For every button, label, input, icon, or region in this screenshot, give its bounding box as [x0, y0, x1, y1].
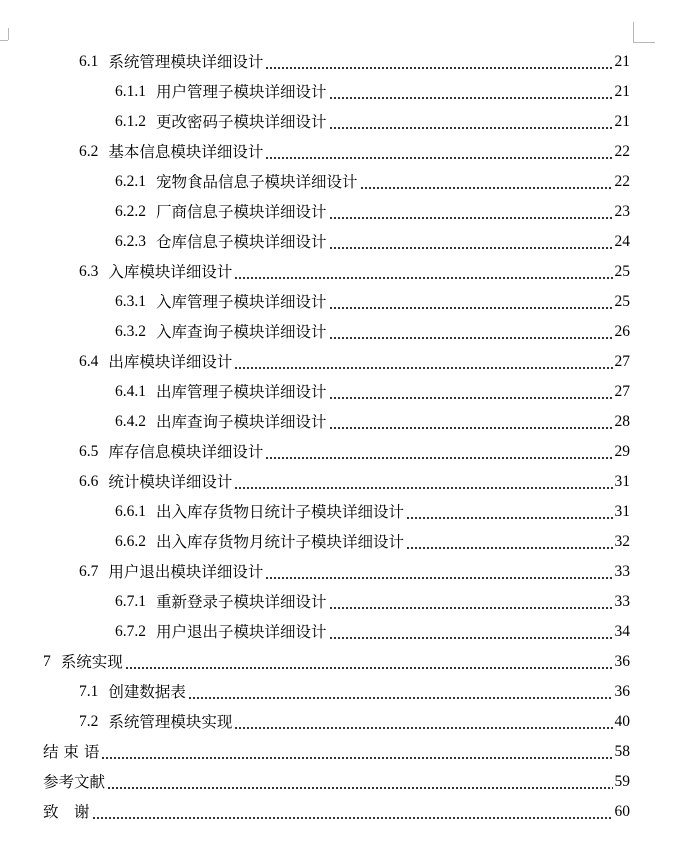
toc-dot-leader [234, 707, 612, 737]
toc-entry[interactable] [43, 767, 630, 797]
toc-entry-title: 系统实现 [60, 653, 123, 671]
toc-entry-number: 7.1 [79, 683, 99, 700]
toc-entry-title: 创建数据表 [108, 683, 186, 701]
toc-dot-leader [265, 557, 612, 587]
toc-entry-title: 用户退出子模块详细设计 [156, 623, 327, 641]
toc-dot-leader [406, 497, 612, 527]
toc-entry-page-number: 60 [614, 803, 630, 820]
margin-mark-top-left [0, 28, 9, 40]
toc-entry-title: 厂商信息子模块详细设计 [156, 203, 327, 221]
toc-entry-page-number: 22 [614, 143, 630, 160]
toc-entry[interactable] [79, 707, 630, 737]
toc-entry-title: 出入库存货物月统计子模块详细设计 [156, 533, 405, 551]
toc-entry[interactable] [115, 377, 630, 407]
toc-entry[interactable] [115, 107, 630, 137]
toc-entry-page-number: 31 [614, 473, 630, 490]
toc-dot-leader [234, 257, 612, 287]
toc-entry-title: 宠物食品信息子模块详细设计 [156, 173, 358, 191]
toc-entry-page-number: 21 [614, 83, 630, 100]
toc-entry-title: 基本信息模块详细设计 [108, 143, 264, 161]
toc-entry-title: 用户退出模块详细设计 [108, 563, 264, 581]
toc-entry[interactable] [115, 227, 630, 257]
toc-entry-title: 更改密码子模块详细设计 [156, 113, 327, 131]
toc-dot-leader [329, 317, 613, 347]
toc-entry-title: 库存信息模块详细设计 [108, 443, 264, 461]
toc-entry-page-number: 33 [614, 563, 630, 580]
toc-entry-title: 用户管理子模块详细设计 [156, 83, 327, 101]
toc-entry-number: 6.6 [79, 473, 99, 490]
toc-entry-number: 6.2 [79, 143, 99, 160]
toc-entry[interactable] [115, 287, 630, 317]
toc-entry-page-number: 25 [614, 263, 630, 280]
toc-entry-title: 出库查询子模块详细设计 [156, 413, 327, 431]
toc-entry-title: 系统管理模块详细设计 [108, 53, 264, 71]
toc-dot-leader [92, 797, 613, 827]
toc-entry-page-number: 29 [614, 443, 630, 460]
toc-entry[interactable] [43, 647, 630, 677]
toc-dot-leader [188, 677, 613, 707]
toc-entry-number: 6.1.1 [115, 83, 146, 100]
toc-dot-leader [125, 647, 613, 677]
toc-entry-page-number: 31 [614, 503, 630, 520]
toc-entry[interactable] [115, 167, 630, 197]
toc-entry-title: 重新登录子模块详细设计 [156, 593, 327, 611]
toc-entry[interactable] [79, 437, 630, 467]
toc-entry-number: 6.4.1 [115, 383, 146, 400]
toc-entry-page-number: 27 [614, 383, 630, 400]
toc-dot-leader [329, 227, 613, 257]
toc-entry-number: 6.4 [79, 353, 99, 370]
toc-entry-number: 6.3.1 [115, 293, 146, 310]
toc-entry[interactable] [79, 47, 630, 77]
toc-entry-page-number: 27 [614, 353, 630, 370]
toc-entry-number: 6.6.1 [115, 503, 146, 520]
toc-entry-number: 6.7.2 [115, 623, 146, 640]
toc-dot-leader [329, 587, 613, 617]
toc-entry-number: 7.2 [79, 713, 99, 730]
toc-entry-number: 7 [43, 653, 51, 670]
toc-entry-page-number: 22 [614, 173, 630, 190]
toc-dot-leader [406, 527, 612, 557]
toc-entry-page-number: 21 [614, 113, 630, 130]
toc-dot-leader [329, 377, 613, 407]
toc-entry-page-number: 59 [614, 773, 630, 790]
toc-entry-page-number: 24 [614, 233, 630, 250]
toc-entry[interactable] [115, 317, 630, 347]
toc-entry-number: 6.4.2 [115, 413, 146, 430]
margin-mark-top-right-horizontal [633, 42, 655, 43]
toc-entry-title: 出库管理子模块详细设计 [156, 383, 327, 401]
toc-dot-leader [101, 737, 612, 767]
toc-entry-title: 入库查询子模块详细设计 [156, 323, 327, 341]
toc-entry-page-number: 26 [614, 323, 630, 340]
toc-entry-page-number: 25 [614, 293, 630, 310]
toc-entry[interactable] [115, 587, 630, 617]
toc-dot-leader [329, 617, 613, 647]
toc-dot-leader [329, 107, 613, 137]
toc-entry-page-number: 21 [614, 53, 630, 70]
toc-entry-number: 6.1.2 [115, 113, 146, 130]
toc-entry-number: 6.2.2 [115, 203, 146, 220]
toc-dot-leader [329, 287, 613, 317]
toc-entry-number: 6.2.3 [115, 233, 146, 250]
toc-entry[interactable] [79, 347, 630, 377]
toc-entry[interactable] [79, 257, 630, 287]
toc-entry-title: 入库管理子模块详细设计 [156, 293, 327, 311]
toc-entry-number: 6.7 [79, 563, 99, 580]
toc-entry-title: 结 束 语 [43, 743, 100, 761]
toc-entry-title: 入库模块详细设计 [108, 263, 233, 281]
margin-mark-top-left-horizontal [0, 40, 8, 41]
toc-dot-leader [234, 347, 612, 377]
toc-entry-title: 致 谢 [43, 803, 90, 821]
toc-entry-number: 6.6.2 [115, 533, 146, 550]
toc-dot-leader [234, 467, 612, 497]
toc-entry-number: 6.1 [79, 53, 99, 70]
toc-entry-title: 统计模块详细设计 [108, 473, 233, 491]
toc-entry-number: 6.3 [79, 263, 99, 280]
toc-entry-title: 出入库存货物日统计子模块详细设计 [156, 503, 405, 521]
toc-entry-page-number: 36 [614, 653, 630, 670]
toc-entry-number: 6.5 [79, 443, 99, 460]
toc-entry[interactable] [79, 557, 630, 587]
toc-entry-page-number: 34 [614, 623, 630, 640]
toc-entry[interactable] [115, 497, 630, 527]
toc-entry[interactable] [43, 797, 630, 827]
toc-entry[interactable] [115, 77, 630, 107]
toc-entry[interactable] [115, 197, 630, 227]
toc-entry-number: 6.2.1 [115, 173, 146, 190]
toc-dot-leader [265, 47, 612, 77]
toc-entry-page-number: 28 [614, 413, 630, 430]
toc-dot-leader [265, 437, 612, 467]
toc-dot-leader [329, 197, 613, 227]
toc-entry-page-number: 36 [614, 683, 630, 700]
toc-entry[interactable] [79, 137, 630, 167]
toc-entry-title: 参考文献 [43, 773, 106, 791]
toc-entry-page-number: 32 [614, 533, 630, 550]
toc-entry-page-number: 40 [614, 713, 630, 730]
toc-entry-title: 仓库信息子模块详细设计 [156, 233, 327, 251]
toc-entry-title: 出库模块详细设计 [108, 353, 233, 371]
toc-entry-number: 6.3.2 [115, 323, 146, 340]
toc-entry-page-number: 23 [614, 203, 630, 220]
toc-entry[interactable] [115, 527, 630, 557]
toc-dot-leader [360, 167, 613, 197]
toc-entry[interactable] [79, 677, 630, 707]
toc-dot-leader [329, 407, 613, 437]
toc-entry-page-number: 33 [614, 593, 630, 610]
toc-entry-title: 系统管理模块实现 [108, 713, 233, 731]
toc-entry[interactable] [115, 617, 630, 647]
toc-entry[interactable] [115, 407, 630, 437]
toc-entry[interactable] [79, 467, 630, 497]
toc-dot-leader [107, 767, 612, 797]
margin-mark-top-right [633, 22, 634, 42]
toc-dot-leader [329, 77, 613, 107]
toc-entry-page-number: 58 [614, 743, 630, 760]
toc-entry-number: 6.7.1 [115, 593, 146, 610]
toc-dot-leader [265, 137, 612, 167]
toc-entry[interactable] [43, 737, 630, 767]
